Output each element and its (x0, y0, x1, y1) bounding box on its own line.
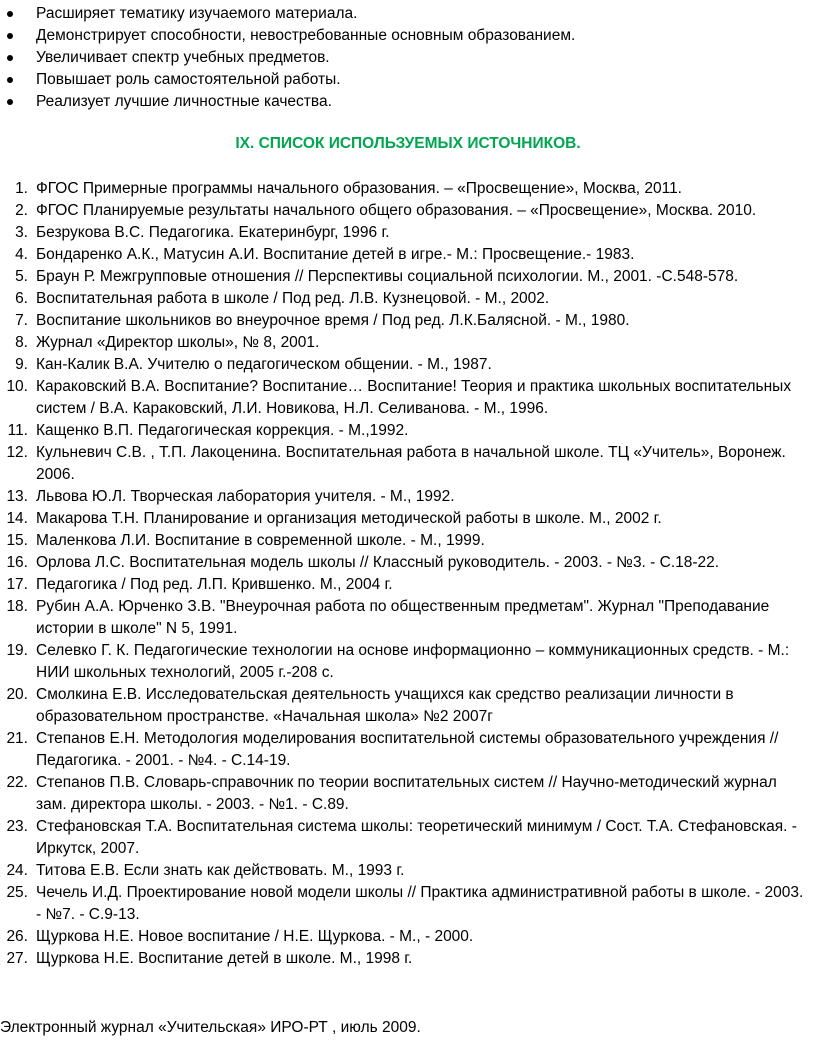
reference-number: 1. (15, 180, 28, 197)
list-item (0, 25, 816, 47)
reference-text: Педагогика / Под ред. Л.П. Крившенко. М., 2004 г. (36, 576, 393, 593)
reference-number: 17. (6, 576, 28, 593)
reference-text: Орлова Л.С. Воспитательная модель школы // Классный руководитель. - 2003. - №3. - С.18-22. (36, 554, 720, 571)
reference-text: ФГОС Планируемые результаты начального общего образования. – «Просвещение», Москва. 2010. (36, 202, 757, 219)
reference-number: 3. (15, 224, 28, 241)
reference-number: 23. (6, 818, 28, 835)
reference-item (0, 332, 816, 354)
reference-text: Безрукова В.С. Педагогика. Екатеринбург, 1996 г. (36, 224, 390, 241)
reference-number: 12. (6, 444, 28, 461)
reference-item (0, 816, 816, 860)
list-item (0, 91, 816, 113)
reference-text: Браун Р. Межгрупповые отношения // Перспективы социальной психологии. М., 2001. -С.548-578. (36, 268, 739, 285)
reference-number: 5. (15, 268, 28, 285)
reference-item (0, 552, 816, 574)
reference-text: Смолкина Е.В. Исследовательская деятельность учащихся как средство реализации личности в образовательном пространстве. «Начальная школа» №2 2007г (36, 686, 734, 725)
list-item (0, 47, 816, 69)
bullet-icon (7, 55, 13, 61)
list-item-text: Реализует лучшие личностные качества. (36, 93, 332, 110)
reference-item (0, 420, 816, 442)
reference-item (0, 486, 816, 508)
reference-number: 27. (6, 950, 28, 967)
list-item-text: Демонстрирует способности, невостребованные основным образованием. (36, 27, 576, 44)
reference-text: Кащенко В.П. Педагогическая коррекция. - М.,1992. (36, 422, 409, 439)
footer-source: Электронный журнал «Учительская» ИРО-РТ , июль 2009. (0, 1019, 421, 1036)
reference-text: Титова Е.В. Если знать как действовать. М., 1993 г. (36, 862, 405, 879)
reference-item (0, 640, 816, 684)
reference-item (0, 200, 816, 222)
reference-text: Стефановская Т.А. Воспитательная система школы: теоретический минимум / Сост. Т.А. Стефановская. - Иркутск, 2007. (36, 818, 797, 857)
reference-item (0, 772, 816, 816)
reference-number: 6. (15, 290, 28, 307)
reference-text: Бондаренко А.К., Матусин А.И. Воспитание детей в игре.- М.: Просвещение.- 1983. (36, 246, 635, 263)
reference-item (0, 684, 816, 728)
benefits-list (0, 3, 816, 113)
reference-number: 11. (7, 422, 28, 439)
reference-text: Щуркова Н.Е. Новое воспитание / Н.Е. Щуркова. - М., - 2000. (36, 928, 474, 945)
reference-item (0, 222, 816, 244)
reference-text: Степанов Е.Н. Методология моделирования воспитательной системы образовательного учреждения // Педагогика. - 2001. - №4. - С.14-19. (36, 730, 779, 769)
reference-number: 2. (15, 202, 28, 219)
reference-number: 9. (15, 356, 28, 373)
reference-item (0, 442, 816, 486)
reference-number: 4. (15, 246, 28, 263)
list-item-text: Повышает роль самостоятельной работы. (36, 71, 341, 88)
reference-text: Журнал «Директор школы», № 8, 2001. (36, 334, 320, 351)
bullet-icon (7, 99, 13, 105)
list-item (0, 3, 816, 25)
reference-item (0, 288, 816, 310)
reference-text: Чечель И.Д. Проектирование новой модели школы // Практика административной работы в школе. - 2003. - №7. - С.9-13. (36, 884, 804, 923)
reference-number: 18. (6, 598, 28, 615)
reference-number: 8. (15, 334, 28, 351)
reference-item (0, 926, 816, 948)
reference-number: 13. (6, 488, 28, 505)
reference-number: 10. (6, 378, 28, 395)
reference-item (0, 596, 816, 640)
reference-item (0, 178, 816, 200)
reference-item (0, 508, 816, 530)
reference-item (0, 882, 816, 926)
reference-number: 7. (15, 312, 28, 329)
reference-number: 14. (6, 510, 28, 527)
reference-number: 25. (6, 884, 28, 901)
bullet-icon (7, 11, 13, 17)
reference-number: 19. (6, 642, 28, 659)
bullet-icon (7, 77, 13, 83)
reference-text: Воспитание школьников во внеурочное время / Под ред. Л.К.Балясной. - М., 1980. (36, 312, 630, 329)
reference-item (0, 266, 816, 288)
reference-number: 21. (6, 730, 28, 747)
reference-text: Щуркова Н.Е. Воспитание детей в школе. М., 1998 г. (36, 950, 413, 967)
reference-item (0, 530, 816, 552)
reference-text: ФГОС Примерные программы начального образования. – «Просвещение», Москва, 2011. (36, 180, 682, 197)
reference-text: Кан-Калик В.А. Учителю о педагогическом общении. - М., 1987. (36, 356, 492, 373)
reference-item (0, 244, 816, 266)
bullet-icon (7, 33, 13, 39)
reference-text: Селевко Г. К. Педагогические технологии на основе информационно – коммуникационных средств. - М.: НИИ школьных технологий, 2005 г.-208 с. (36, 642, 790, 681)
reference-number: 22. (6, 774, 28, 791)
reference-item (0, 310, 816, 332)
reference-text: Макарова Т.Н. Планирование и организация методической работы в школе. М., 2002 г. (36, 510, 662, 527)
list-item (0, 69, 816, 91)
reference-text: Степанов П.В. Словарь-справочник по теории воспитательных систем // Научно-методический журнал зам. директора школы. - 2003. - №1. - С.89. (36, 774, 777, 813)
reference-item (0, 728, 816, 772)
reference-item (0, 354, 816, 376)
reference-item (0, 948, 816, 970)
reference-text: Маленкова Л.И. Воспитание в современной школе. - М., 1999. (36, 532, 485, 549)
reference-text: Львова Ю.Л. Творческая лаборатория учителя. - М., 1992. (36, 488, 455, 505)
reference-number: 20. (6, 686, 28, 703)
reference-number: 16. (6, 554, 28, 571)
reference-text: Рубин А.А. Юрченко З.В. "Внеурочная работа по общественным предметам". Журнал "Преподавание истории в школе" N 5, 1991. (36, 598, 770, 637)
list-item-text: Увеличивает спектр учебных предметов. (36, 49, 330, 66)
reference-item (0, 574, 816, 596)
list-item-text: Расширяет тематику изучаемого материала. (36, 5, 358, 22)
reference-text: Воспитательная работа в школе / Под ред. Л.В. Кузнецовой. - М., 2002. (36, 290, 550, 307)
references-list (0, 178, 816, 970)
reference-item (0, 376, 816, 420)
reference-item (0, 860, 816, 882)
reference-text: Караковский В.А. Воспитание? Воспитание… Воспитание! Теория и практика школьных воспитательных систем / В.А. Караковский, Л.И. Новикова, Н.Л. Селиванова. - М., 1996. (36, 378, 792, 417)
section-heading: IX. СПИСОК ИСПОЛЬЗУЕМЫХ ИСТОЧНИКОВ. (235, 135, 581, 152)
reference-number: 26. (6, 928, 28, 945)
reference-number: 15. (6, 532, 28, 549)
reference-text: Кульневич С.В. , Т.П. Лакоценина. Воспитательная работа в начальной школе. ТЦ «Учитель», Воронеж. 2006. (36, 444, 786, 483)
reference-number: 24. (6, 862, 28, 879)
